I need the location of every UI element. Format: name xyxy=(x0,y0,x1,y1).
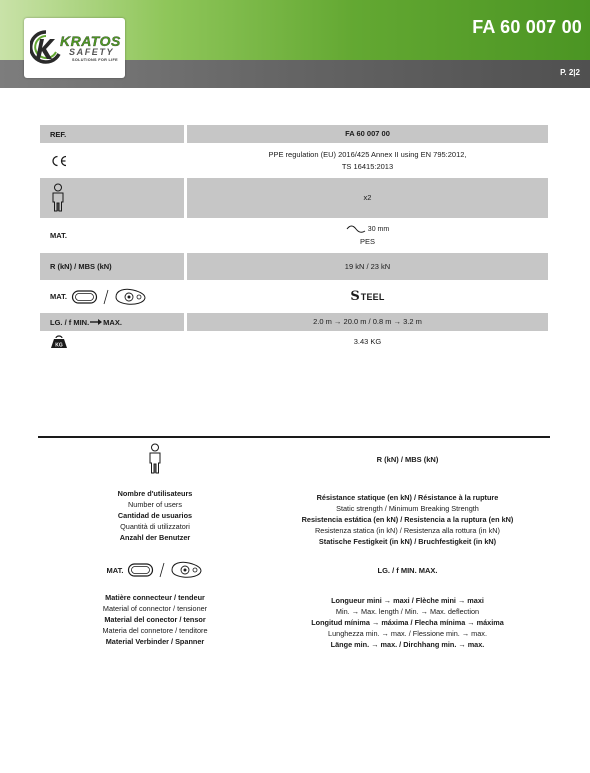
spec-table xyxy=(40,125,548,353)
user-figure-icon xyxy=(50,183,66,213)
legend-strength-fr: Résistance statique (en kN) / Résistance à la rupture xyxy=(316,493,499,502)
ref-label: REF. xyxy=(40,125,184,143)
legend-length-it: Lunghezza min. → max. / Flessione min. → max. xyxy=(328,629,487,638)
ref-value: FA 60 007 00 xyxy=(345,129,390,138)
legend-users-fr: Nombre d'utilisateurs xyxy=(117,489,193,498)
legend-length-fr: Longueur mini → maxi / Flèche mini → maxi xyxy=(331,596,484,605)
legend-strength-en: Static strength / Minimum Breaking Strength xyxy=(336,504,479,513)
legend-users-it: Quantità di utilizzatori xyxy=(120,522,190,531)
legend-connector xyxy=(80,558,230,647)
legend-users-de: Anzahl der Benutzer xyxy=(119,533,191,542)
rope-icon xyxy=(346,225,366,235)
user-figure-icon xyxy=(147,443,163,475)
legend-connector-es: Material del conector / tensor xyxy=(104,615,206,624)
legend-connector-en: Material of connector / tensioner xyxy=(102,604,208,613)
carabiner-icon xyxy=(71,289,99,305)
legend-users-es: Cantidad de usuarios xyxy=(117,511,193,520)
legend-length-de: Länge min. → max. / Dirchhang min. → max. xyxy=(330,640,485,649)
logo-tagline: SOLUTIONS FOR LIFE xyxy=(72,58,118,62)
connector-material-label: MAT. xyxy=(50,292,67,301)
logo-wordmark: KRATOS xyxy=(60,33,121,49)
section-divider xyxy=(38,436,550,438)
slash-divider-icon xyxy=(103,289,109,305)
tensioner-icon xyxy=(169,560,203,580)
legend-strength-it: Resistenza statica (in kN) / Resistenza alla rottura (in kN) xyxy=(315,526,500,535)
document-code: FA 60 007 00 xyxy=(472,17,582,37)
row-connector-material xyxy=(40,282,548,311)
ce-regulation-line1: PPE regulation (EU) 2016/425 Annex II using EN 795:2012, xyxy=(268,149,467,159)
ce-mark-icon xyxy=(50,155,68,167)
strength-value: 19 kN / 23 kN xyxy=(344,261,391,271)
row-ref xyxy=(40,125,548,143)
length-value: 2.0 m → 20.0 m / 0.8 m → 3.2 m xyxy=(313,317,422,326)
material-label: MAT. xyxy=(50,231,67,240)
legend-connector-it: Materia del connetore / tenditore xyxy=(102,626,208,635)
weight-kg-icon xyxy=(50,335,68,349)
ce-regulation-line2: TS 16415:2013 xyxy=(341,161,394,171)
slash-divider-icon xyxy=(159,562,165,578)
logo-wordmark-secondary: SAFETY xyxy=(69,47,115,57)
brand-logo xyxy=(24,18,125,78)
legend-strength xyxy=(280,454,535,547)
legend-length xyxy=(280,565,535,650)
row-users xyxy=(40,178,548,218)
kratos-logo-icon xyxy=(30,30,62,66)
legend-length-en: Min. → Max. length / Min. → Max. deflection xyxy=(335,607,480,616)
legend-strength-heading: R (kN) / MBS (kN) xyxy=(376,455,439,464)
users-value: x2 xyxy=(363,193,372,202)
legend-connector-fr: Matière connecteur / tendeur xyxy=(105,593,205,602)
weight-icon-text: KG xyxy=(55,342,63,349)
legend-users xyxy=(80,443,230,543)
row-length xyxy=(40,313,548,331)
row-material xyxy=(40,220,548,251)
length-label-max: MAX. xyxy=(103,317,122,327)
legend-length-es: Longitud mínima → máxima / Flecha mínima → máxima xyxy=(311,618,504,627)
row-ce xyxy=(40,145,548,176)
row-strength xyxy=(40,253,548,280)
legend-strength-de: Statische Festigkeit (in kN) / Bruchfestigkeit (in kN) xyxy=(318,537,497,546)
rope-size: 30 mm xyxy=(367,225,390,233)
page-number: P. 2|2 xyxy=(560,68,580,77)
weight-value: 3.43 KG xyxy=(353,337,382,346)
legend-connector-heading: MAT. xyxy=(106,565,124,575)
carabiner-icon xyxy=(127,562,155,578)
row-weight xyxy=(40,333,548,351)
legend-strength-es: Resistencia estática (en kN) / Resistencia a la ruptura (en kN) xyxy=(301,515,514,524)
legend-connector-de: Material Verbinder / Spanner xyxy=(105,637,205,646)
strength-label: R (kN) / MBS (kN) xyxy=(40,253,184,280)
legend-length-heading: LG. / f MIN. MAX. xyxy=(377,566,438,575)
arrow-right-icon xyxy=(89,318,103,326)
length-label-min: LG. / f MIN. xyxy=(50,317,90,327)
connector-material-value: TEEL xyxy=(360,291,385,302)
tensioner-icon xyxy=(113,287,147,307)
steel-s-icon: S xyxy=(350,288,360,304)
material-value: PES xyxy=(359,236,375,246)
legend-users-en: Number of users xyxy=(128,500,182,509)
